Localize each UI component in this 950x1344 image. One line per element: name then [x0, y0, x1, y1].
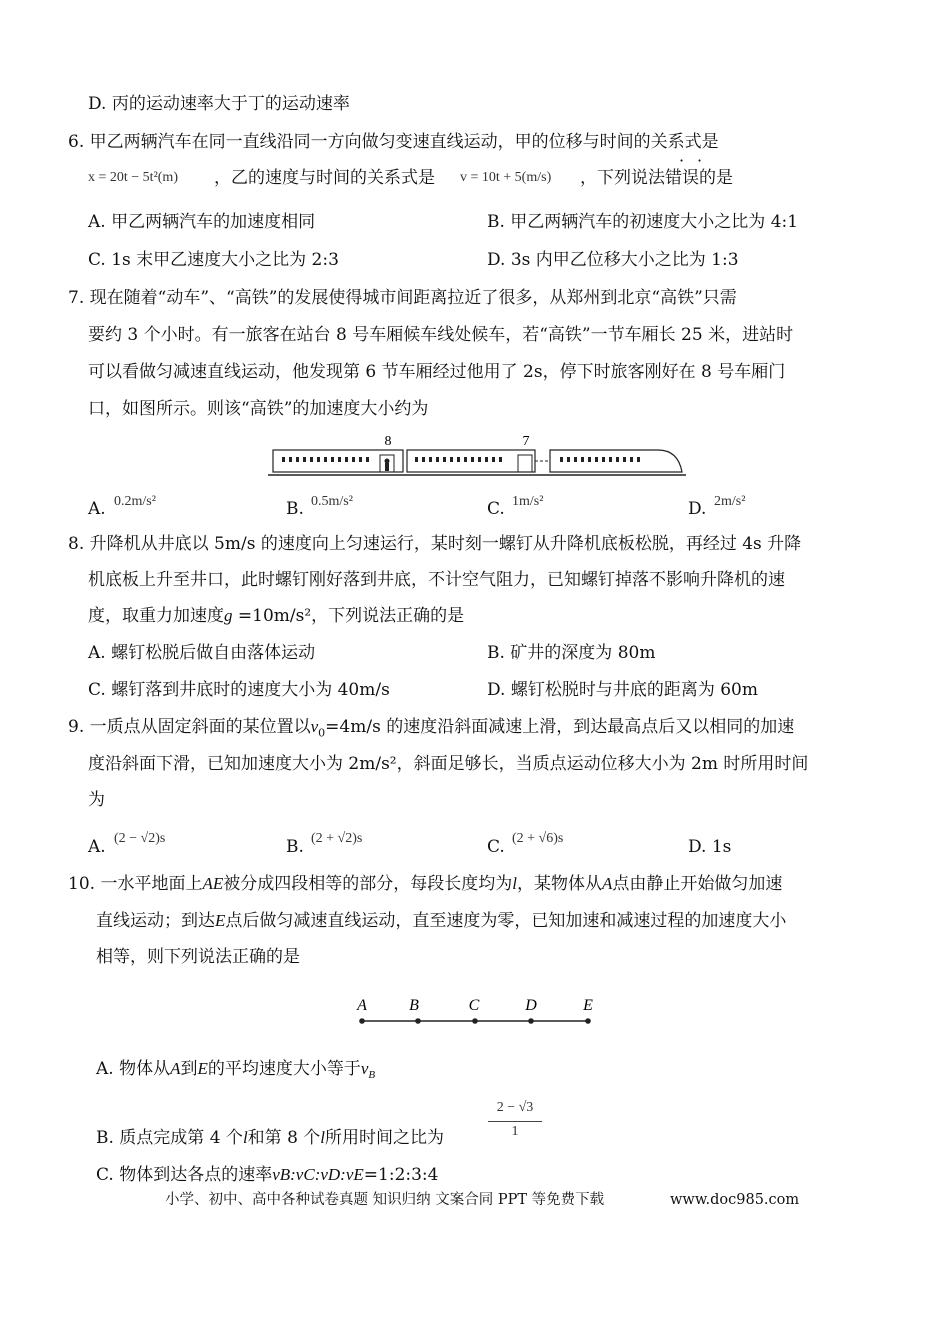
q8-option-d: D. 螺钉松脱时与井底的距离为 60m: [487, 680, 758, 700]
q8-option-b: B. 矿井的深度为 80m: [487, 643, 656, 663]
q5-option-d: D. 丙的运动速率大于丁的运动速率: [88, 94, 350, 114]
q8-stem-line2: 机底板上升至井口，此时螺钉刚好落到井底，不计空气阻力，已知螺钉掉落不影响升降机的速: [88, 570, 785, 590]
q8-option-a: A. 螺钉松脱后做自由落体运动: [88, 643, 316, 663]
q9-option-b-value: (2 + √2)s: [311, 831, 363, 846]
q9-stem-line3: 为: [88, 790, 105, 810]
point-c: [472, 1018, 478, 1024]
fraction-bar: [488, 1121, 542, 1122]
emphasis-dot: ·: [697, 151, 703, 170]
q8-option-c: C. 螺钉落到井底时的速度大小为 40m/s: [88, 680, 390, 700]
train-figure: [268, 430, 688, 482]
q10-stem-line1: 10. 一水平地面上AE被分成四段相等的部分，每段长度均为l，某物体从A点由静止开始做匀加速: [68, 874, 783, 894]
car-7-door: [518, 455, 532, 472]
q6-formula-x: x = 20t − 5t²(m): [88, 170, 178, 185]
q6-formula-v: v = 10t + 5(m/s): [460, 170, 552, 185]
q7-option-b-letter: B.: [286, 499, 304, 519]
passenger-icon: [385, 459, 390, 464]
q9-option-a-letter: A.: [88, 837, 106, 857]
q6-stem-mid: ，乙的速度与时间的关系式是: [214, 168, 435, 188]
q7-option-b-value: 0.5m/s²: [311, 494, 353, 509]
point-e: [585, 1018, 591, 1024]
segment-diagram: [350, 993, 600, 1029]
q7-stem-line1: 7. 现在随着“动车”、“高铁”的发展使得城市间距离拉近了很多，从郑州到北京“高铁”只需: [68, 288, 737, 308]
q7-option-d-letter: D.: [688, 499, 707, 519]
footer-text: 小学、初中、高中各种试卷真题 知识归纳 文案合同 PPT 等免费下载: [165, 1192, 605, 1208]
car-7-label: 7: [522, 434, 530, 449]
q7-stem-line4: 口，如图所示。则该“高铁”的加速度大小约为: [88, 399, 429, 419]
footer-link[interactable]: www.doc985.com: [670, 1192, 800, 1208]
q7-option-c-value: 1m/s²: [512, 494, 544, 509]
point-d: [528, 1018, 534, 1024]
q10-stem-line3: 相等，则下列说法正确的是: [96, 947, 300, 967]
q9-option-a-value: (2 − √2)s: [114, 831, 166, 846]
q9-option-b-letter: B.: [286, 837, 304, 857]
q10-fraction-denominator: 1: [511, 1124, 519, 1139]
label-b: B: [409, 997, 419, 1014]
q9-option-c-letter: C.: [487, 837, 505, 857]
q6-option-a: A. 甲乙两辆汽车的加速度相同: [88, 212, 316, 232]
q6-option-d: D. 3s 内甲乙位移大小之比为 1:3: [487, 250, 739, 270]
emphasis-dot: ·: [679, 151, 685, 170]
point-b: [415, 1018, 421, 1024]
q10-option-b: B. 质点完成第 4 个l和第 8 个l所用时间之比为: [96, 1128, 445, 1148]
q10-option-c: C. 物体到达各点的速率vB:vC:vD:vE=1:2:3:4: [96, 1165, 439, 1185]
q8-stem-line1: 8. 升降机从井底以 5m/s 的速度向上匀速运行，某时刻一螺钉从升降机底板松脱，再经过 4s 升降: [68, 534, 802, 554]
q7-option-d-value: 2m/s²: [714, 494, 746, 509]
q7-option-a-letter: A.: [88, 499, 106, 519]
label-a: A: [357, 997, 367, 1014]
label-e: E: [583, 997, 593, 1014]
q6-stem-line1: 6. 甲乙两辆汽车在同一直线沿同一方向做匀变速直线运动，甲的位移与时间的关系式是: [68, 132, 719, 152]
q7-option-c-letter: C.: [487, 499, 505, 519]
q9-stem-line1: 9. 一质点从固定斜面的某位置以$v_0=4m/s$ 的速度沿斜面减速上滑，到达最高点后又以相同的加速: [68, 717, 795, 740]
q9-option-d: D. 1s: [688, 837, 732, 857]
q7-option-a-value: 0.2m/s²: [114, 494, 156, 509]
q9-option-c-value: (2 + √6)s: [512, 831, 564, 846]
q6-stem-end: ，下列说法错误的是: [580, 168, 733, 188]
q7-stem-line3: 可以看做匀减速直线运动，他发现第 6 节车厢经过他用了 2s，停下时旅客刚好在 8 号车厢门: [88, 362, 786, 382]
q6-option-b: B. 甲乙两辆汽车的初速度大小之比为 4:1: [487, 212, 799, 232]
q10-option-a: A. 物体从A到E的平均速度大小等于$v_B$: [96, 1059, 376, 1082]
q9-stem-line2: 度沿斜面下滑，已知加速度大小为 2m/s²，斜面足够长，当质点运动位移大小为 2m 时所用时间: [88, 754, 809, 774]
q10-stem-line2: 直线运动；到达E点后做匀减速直线运动，直至速度为零，已知加速和减速过程的加速度大小: [96, 911, 787, 931]
car-8-label: 8: [384, 434, 392, 449]
label-c: C: [468, 997, 480, 1014]
q10-fraction-numerator: 2 − √3: [496, 1100, 534, 1115]
q6-option-c: C. 1s 末甲乙速度大小之比为 2:3: [88, 250, 339, 270]
label-d: D: [525, 997, 537, 1014]
q7-stem-line2: 要约 3 个小时。有一旅客在站台 8 号车厢候车线处候车，若“高铁”一节车厢长 25 米，进站时: [88, 325, 794, 345]
q8-stem-line3: 度，取重力加速度g =10m/s²，下列说法正确的是: [88, 606, 465, 626]
point-a: [359, 1018, 365, 1024]
